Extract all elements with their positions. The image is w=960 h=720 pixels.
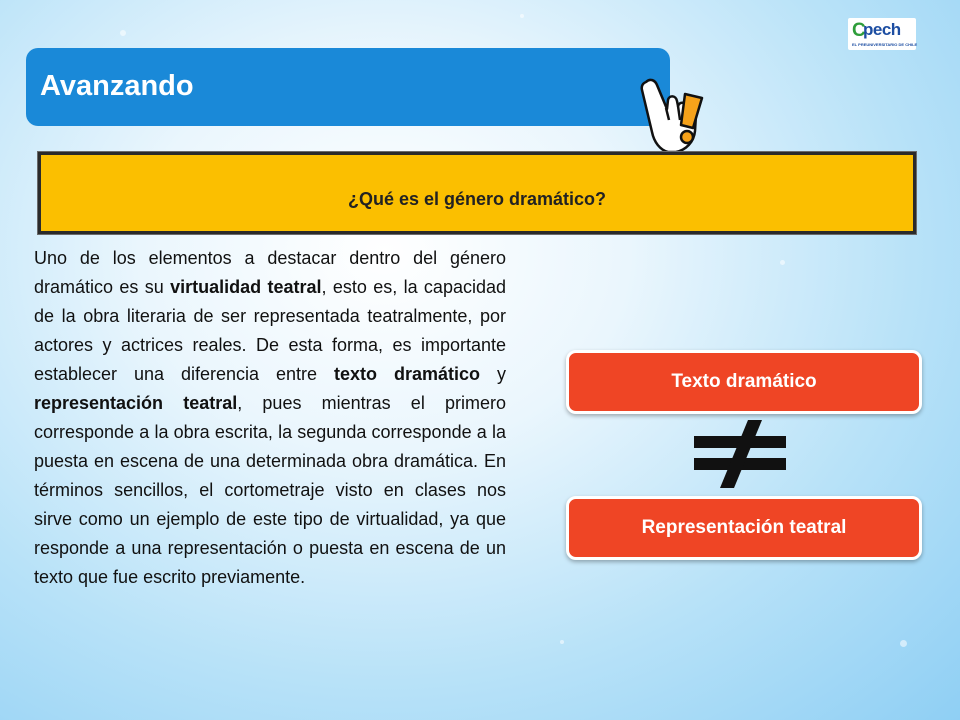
representacion-teatral-label (566, 496, 922, 560)
body-bold-term: representación teatral (34, 393, 238, 413)
texto-dramatico-label (566, 350, 922, 414)
body-bold-term: virtualidad teatral (170, 277, 322, 297)
background-sparkle (560, 640, 564, 644)
logo-letter: C (852, 20, 866, 41)
body-text-part: , pues mientras el primero corresponde a la obra escrita, la segunda corresponde a la puesta en escena de una determinada obra dramática. En términos sencillos, el cortometraje visto en clases nos sirve como un ejemplo de este tipo de virtualidad, ya que responde a una representación o puesta en escena de un texto que fue escrito previamente. (34, 393, 506, 587)
background-sparkle (520, 14, 524, 18)
background-sparkle (780, 260, 785, 265)
body-text-part: y (480, 364, 506, 384)
body-text-part: , esto es, la capacidad de la obra literaria de ser representada teatralmente, por actores y actrices reales. De esta forma, es importante establecer una diferencia entre (34, 277, 506, 384)
title-banner (26, 48, 670, 126)
body-text-part: Uno de los elementos a destacar dentro del género dramático es su (34, 248, 506, 297)
background-sparkle (120, 30, 126, 36)
cpech-logo (848, 18, 916, 50)
background-sparkle (900, 640, 907, 647)
question-box (38, 152, 916, 234)
slide-title: Avanzando (40, 70, 194, 102)
not-equal-icon (690, 420, 790, 488)
body-paragraph (34, 244, 506, 592)
logo-wordmark: pech (863, 20, 901, 39)
body-bold-term: texto dramático (334, 364, 481, 384)
pointing-hand-exclamation-icon (638, 76, 710, 158)
question-heading: ¿Qué es el género dramático? (347, 189, 607, 209)
logo-tagline: EL PREUNIVERSITARIO DE CHILE (852, 42, 918, 47)
pill-text: Representación teatral (641, 517, 847, 538)
pill-text: Texto dramático (671, 371, 817, 392)
